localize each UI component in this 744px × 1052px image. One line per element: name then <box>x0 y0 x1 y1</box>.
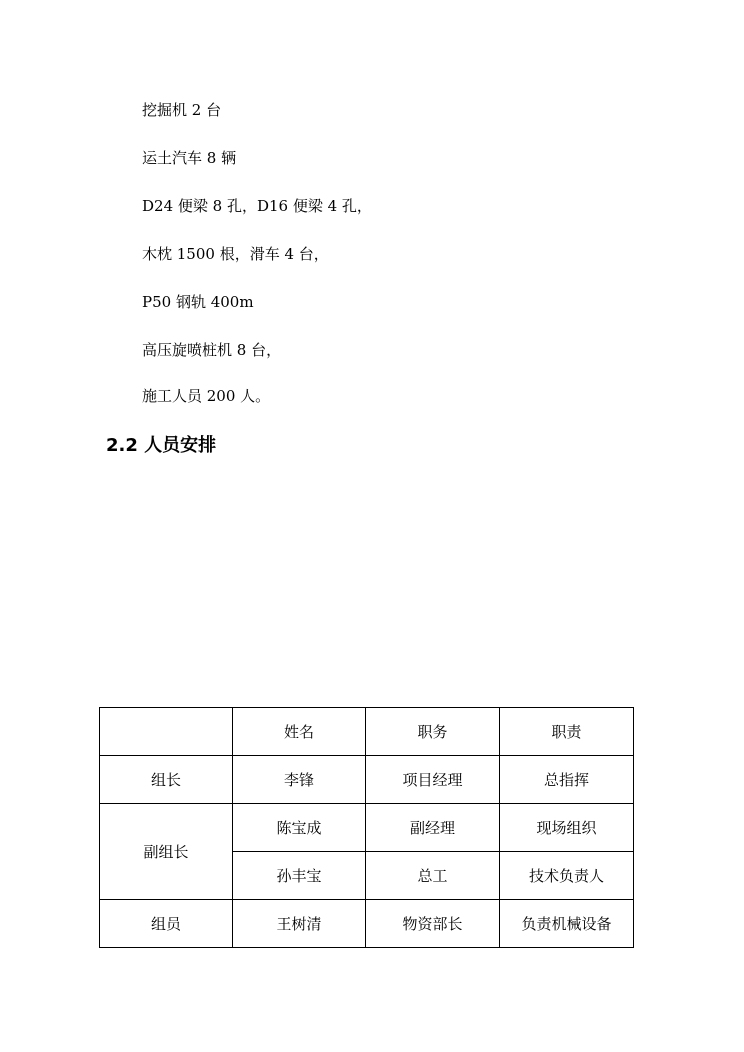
section-heading: 2.2 人员安排 <box>106 435 217 456</box>
header-cell-blank <box>100 708 233 756</box>
equipment-line-rails: P50 钢轨 400m <box>142 293 254 311</box>
name-cell: 孙丰宝 <box>233 852 366 900</box>
table-row <box>100 804 634 852</box>
header-cell-duty: 职责 <box>500 708 634 756</box>
group-cell: 组长 <box>100 756 233 804</box>
equipment-line-beams: D24 便梁 8 孔，D16 便梁 4 孔， <box>142 197 372 215</box>
group-cell: 组员 <box>100 900 233 948</box>
table-row <box>100 756 634 804</box>
group-cell: 副组长 <box>100 804 233 900</box>
name-cell: 王树清 <box>233 900 366 948</box>
name-cell: 陈宝成 <box>233 804 366 852</box>
duty-cell: 现场组织 <box>500 804 634 852</box>
duty-cell: 负责机械设备 <box>500 900 634 948</box>
header-cell-name: 姓名 <box>233 708 366 756</box>
position-cell: 副经理 <box>366 804 500 852</box>
staff-table <box>99 707 634 948</box>
name-cell: 李锋 <box>233 756 366 804</box>
equipment-line-workers: 施工人员 200 人。 <box>142 387 271 405</box>
position-cell: 总工 <box>366 852 500 900</box>
table-row <box>100 900 634 948</box>
equipment-line-trucks: 运土汽车 8 辆 <box>142 149 237 167</box>
equipment-line-sleepers: 木枕 1500 根，滑车 4 台， <box>142 245 329 263</box>
position-cell: 物资部长 <box>366 900 500 948</box>
position-cell: 项目经理 <box>366 756 500 804</box>
duty-cell: 技术负责人 <box>500 852 634 900</box>
equipment-line-jet-grouting: 高压旋喷桩机 8 台， <box>142 341 282 359</box>
header-cell-position: 职务 <box>366 708 500 756</box>
equipment-line-excavator: 挖掘机 2 台 <box>142 101 222 119</box>
duty-cell: 总指挥 <box>500 756 634 804</box>
table-header-row <box>100 708 634 756</box>
